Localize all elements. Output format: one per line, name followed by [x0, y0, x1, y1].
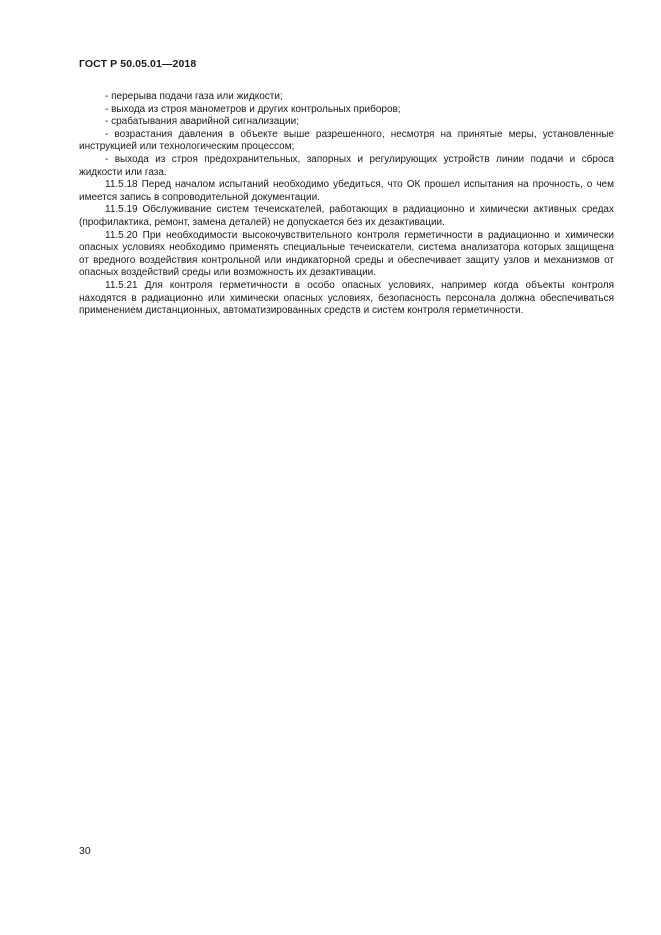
list-item: - выхода из строя манометров и других контрольных приборов; [105, 103, 401, 115]
paragraph-11-5-20: 11.5.20 При необходимости высокочувствительного контроля герметичности в радиационно и химически опасных условиях необходимо применять специальные течеискатели, система анализатора которых защищена от вредного воздействия контрольной или индикаторной среды и обеспечивает защиту узлов и механизмов от опасных воздействий среды или возможность их дезактивации. [79, 229, 614, 279]
document-body [79, 91, 614, 318]
list-item: - перерыва подачи газа или жидкости; [105, 91, 283, 102]
paragraph-11-5-21: 11.5.21 Для контроля герметичности в особо опасных условиях, например когда объекты контроля находятся в радиационно или химически опасных условиях, безопасность персонала должна обеспечиваться применением дистанционных, автоматизированных средств и систем контроля герметичности. [79, 279, 614, 317]
list-item: - выхода из строя предохранительных, запорных и регулирующих устройств линии подачи и сброса жидкости или газа. [79, 153, 614, 178]
page-number: 30 [79, 845, 91, 857]
paragraph-11-5-18: 11.5.18 Перед началом испытаний необходимо убедиться, что ОК прошел испытания на прочность, о чем имеется запись в сопроводительной документации. [79, 179, 614, 203]
list-item: - возрастания давления в объекте выше разрешенного, несмотря на принятые меры, установленные инструкцией или технологическим процессом; [79, 128, 614, 153]
document-code-header: ГОСТ Р 50.05.01—2018 [79, 58, 197, 70]
list-item: - срабатывания аварийной сигнализации; [105, 116, 299, 128]
paragraph-11-5-19: 11.5.19 Обслуживание систем течеискателей, работающих в радиационно и химически активных средах (профилактика, ремонт, замена деталей) не допускается без их дезактивации. [79, 204, 614, 228]
